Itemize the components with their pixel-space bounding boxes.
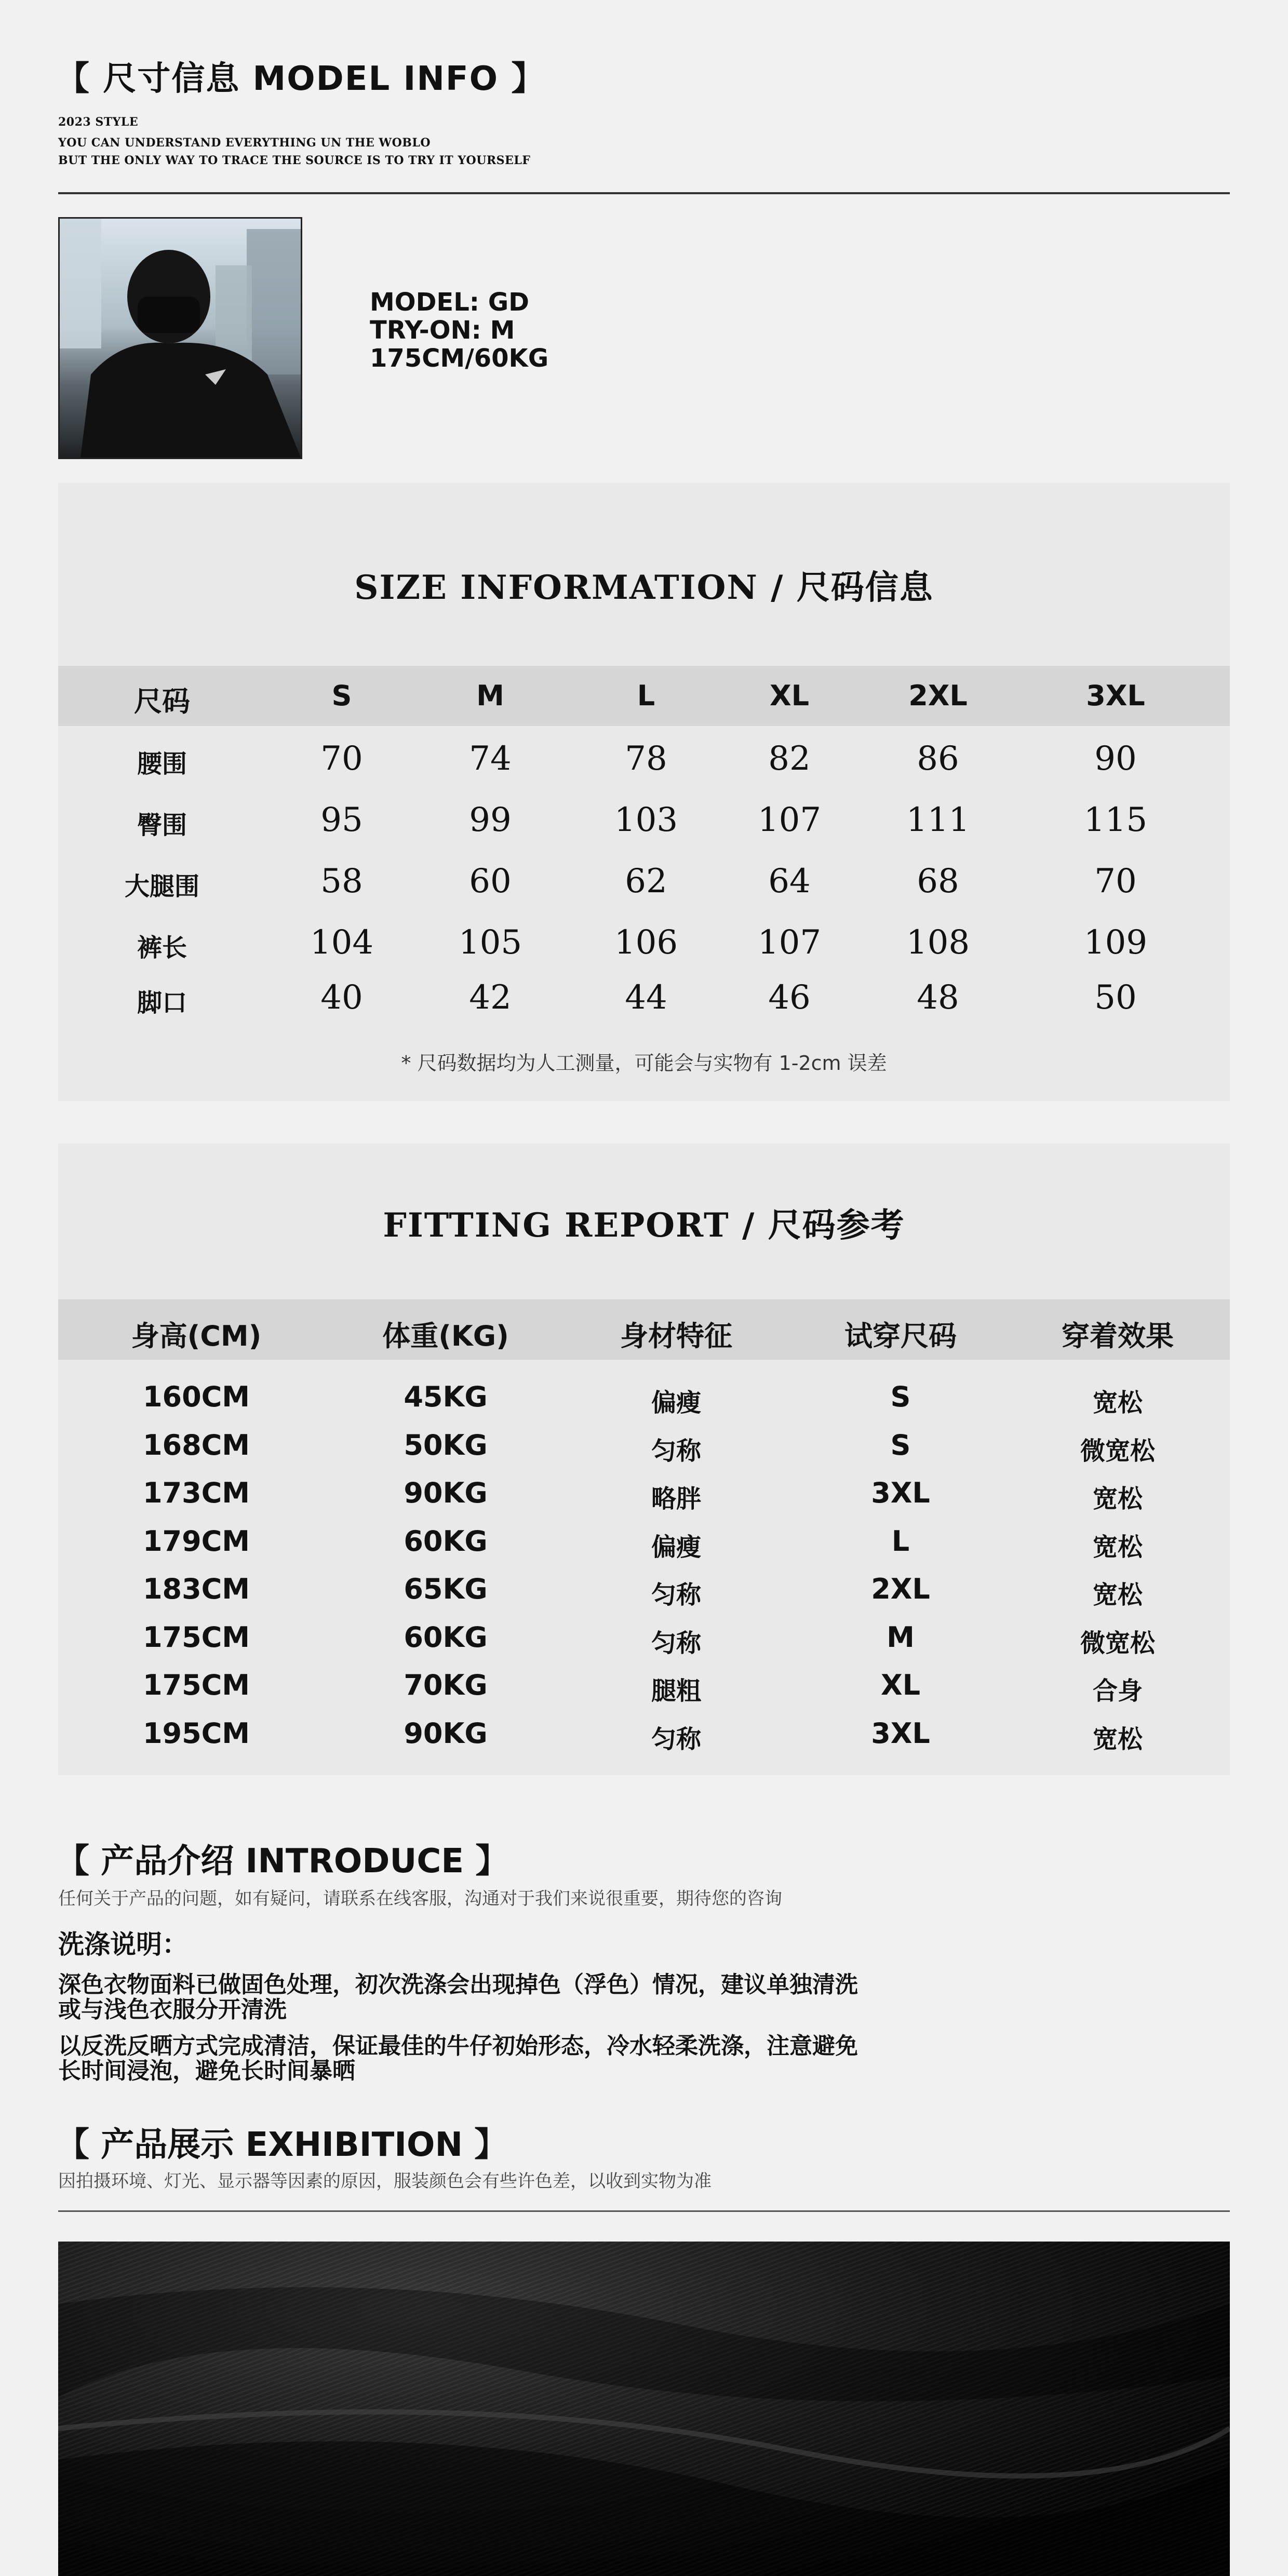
size-cell: 105 [458, 923, 522, 962]
fitting-title: FITTING REPORT / 尺码参考 [383, 1206, 905, 1245]
fitting-cell: 微宽松 [1080, 1628, 1155, 1658]
fitting-cell: 60KG [404, 1524, 488, 1558]
size-cell: 74 [469, 740, 512, 778]
wash-paragraph-1-line-2: 或与浅色衣服分开清洗 [58, 1996, 287, 2023]
introduce-subtitle: 任何关于产品的问题，如有疑问，请联系在线客服，沟通对于我们来说很重要，期待您的咨询 [58, 1888, 782, 1909]
size-row-label: 裤长 [137, 933, 187, 962]
header-tagline-2: BUT THE ONLY WAY TO TRACE THE SOURCE IS TO TRY IT YOURSELF [58, 154, 531, 167]
wash-heading: 洗涤说明： [58, 1929, 188, 1960]
fitting-cell: 宽松 [1092, 1388, 1143, 1417]
size-cell: 106 [614, 923, 678, 962]
header-tagline-1: YOU CAN UNDERSTAND EVERYTHING UN THE WOBLO [58, 136, 431, 150]
fitting-cell: 偏瘦 [651, 1388, 701, 1417]
size-cell: 109 [1083, 923, 1148, 962]
fitting-cell: 65KG [404, 1573, 488, 1605]
fitting-cell: 195CM [142, 1716, 250, 1750]
fitting-cell: 匀称 [651, 1724, 701, 1754]
fitting-cell: 匀称 [651, 1580, 701, 1609]
size-cell: 50 [1094, 978, 1137, 1017]
size-cell: 99 [469, 801, 512, 839]
size-cell: 103 [614, 801, 678, 839]
fitting-cell: 略胖 [651, 1484, 701, 1513]
header-style-line: 2023 STYLE [58, 115, 139, 129]
size-cell: 70 [320, 740, 363, 778]
size-header-l: L [637, 679, 655, 712]
divider [58, 192, 1230, 194]
fitting-cell: 90KG [404, 1716, 488, 1750]
fitting-cell: 2XL [871, 1573, 930, 1605]
fitting-cell: 70KG [404, 1669, 488, 1701]
section-title-model-info: 【 尺寸信息 MODEL INFO 】 [56, 60, 546, 98]
size-cell: 44 [625, 978, 667, 1017]
size-cell: 64 [768, 862, 811, 901]
model-photo-illustration [60, 219, 301, 458]
fitting-cell: XL [880, 1669, 921, 1701]
size-row-label: 脚口 [137, 988, 187, 1017]
size-header-xl: XL [769, 679, 810, 712]
fitting-cell: S [890, 1428, 911, 1461]
fitting-cell: 60KG [404, 1620, 488, 1654]
wash-paragraph-2-line-2: 长时间浸泡，避免长时间暴晒 [58, 2058, 355, 2084]
section-title-introduce: 【 产品介绍 INTRODUCE 】 [56, 1842, 509, 1881]
size-cell: 82 [768, 740, 811, 778]
model-photo [58, 217, 302, 459]
size-header-s: S [331, 679, 352, 712]
fitting-cell: 腿粗 [651, 1676, 701, 1706]
size-cell: 107 [757, 923, 822, 962]
size-cell: 48 [917, 978, 959, 1017]
fitting-cell: 175CM [142, 1669, 250, 1701]
fitting-cell: 160CM [142, 1380, 250, 1413]
fitting-cell: 匀称 [651, 1628, 701, 1658]
size-row-label: 腰围 [137, 749, 187, 779]
size-cell: 86 [917, 740, 959, 778]
size-cell: 104 [310, 923, 374, 962]
size-cell: 40 [320, 978, 363, 1017]
fitting-cell: 宽松 [1092, 1484, 1143, 1513]
section-title-exhibition: 【 产品展示 EXHIBITION 】 [56, 2126, 508, 2164]
fitting-cell: 45KG [404, 1380, 488, 1413]
fitting-cell: 168CM [142, 1428, 250, 1461]
fitting-cell: 3XL [871, 1477, 930, 1509]
size-info-panel [58, 483, 1230, 1101]
size-cell: 58 [320, 862, 363, 901]
fitting-cell: 微宽松 [1080, 1436, 1155, 1466]
model-tryon-size: TRY-ON: M [370, 316, 515, 345]
size-cell: 60 [469, 862, 512, 901]
fitting-cell: 3XL [871, 1716, 930, 1750]
divider [58, 2210, 1230, 2212]
size-cell: 68 [917, 862, 959, 901]
size-info-title: SIZE INFORMATION / 尺码信息 [354, 568, 934, 607]
fitting-cell: 合身 [1092, 1676, 1143, 1706]
size-row-label: 臀围 [137, 811, 187, 840]
fitting-header: 穿着效果 [1062, 1320, 1174, 1352]
fabric-fold-shading [58, 2242, 1230, 2576]
size-cell: 90 [1094, 740, 1137, 778]
fitting-cell: 偏瘦 [651, 1532, 701, 1562]
model-name: MODEL: GD [370, 288, 529, 317]
fitting-cell: L [891, 1524, 910, 1558]
fitting-cell: 90KG [404, 1477, 488, 1509]
size-header-m: M [476, 679, 504, 712]
size-cell: 70 [1094, 862, 1137, 901]
size-cell: 62 [625, 862, 667, 901]
size-cell: 107 [757, 801, 822, 839]
fabric-closeup-image [58, 2242, 1230, 2576]
fitting-cell: 179CM [142, 1524, 250, 1558]
size-header-label: 尺码 [134, 685, 190, 718]
fitting-cell: 宽松 [1092, 1532, 1143, 1562]
size-cell: 42 [469, 978, 512, 1017]
size-cell: 78 [625, 740, 667, 778]
size-cell: 115 [1083, 801, 1148, 839]
fitting-header: 身高(CM) [131, 1320, 262, 1352]
fitting-cell: 175CM [142, 1620, 250, 1654]
fitting-cell: 宽松 [1092, 1724, 1143, 1754]
size-cell: 46 [768, 978, 811, 1017]
wash-paragraph-2-line-1: 以反洗反晒方式完成清洁，保证最佳的牛仔初始形态，冷水轻柔洗涤，注意避免 [58, 2033, 858, 2059]
size-cell: 95 [320, 801, 363, 839]
fitting-cell: 183CM [142, 1573, 250, 1605]
wash-paragraph-1-line-1: 深色衣物面料已做固色处理，初次洗涤会出现掉色（浮色）情况，建议单独清洗 [58, 1971, 858, 1998]
model-height-weight: 175CM/60KG [370, 344, 549, 373]
fitting-header: 身材特征 [620, 1320, 732, 1352]
size-note: * 尺码数据均为人工测量，可能会与实物有 1-2cm 误差 [401, 1052, 887, 1075]
size-header-2xl: 2XL [908, 679, 968, 712]
fitting-cell: M [887, 1620, 915, 1654]
fitting-cell: 宽松 [1092, 1580, 1143, 1609]
fitting-header: 试穿尺码 [844, 1320, 957, 1352]
size-row-label: 大腿围 [124, 872, 199, 901]
size-header-3xl: 3XL [1086, 679, 1145, 712]
fitting-header: 体重(KG) [382, 1320, 509, 1352]
size-cell: 111 [906, 801, 970, 839]
exhibition-subtitle: 因拍摄环境、灯光、显示器等因素的原因，服装颜色会有些许色差，以收到实物为准 [58, 2171, 712, 2192]
size-cell: 108 [906, 923, 970, 962]
fitting-report-panel [58, 1144, 1230, 1775]
fitting-cell: 匀称 [651, 1436, 701, 1466]
fitting-cell: 173CM [142, 1477, 250, 1509]
fitting-cell: S [890, 1380, 911, 1413]
fitting-cell: 50KG [404, 1428, 488, 1461]
